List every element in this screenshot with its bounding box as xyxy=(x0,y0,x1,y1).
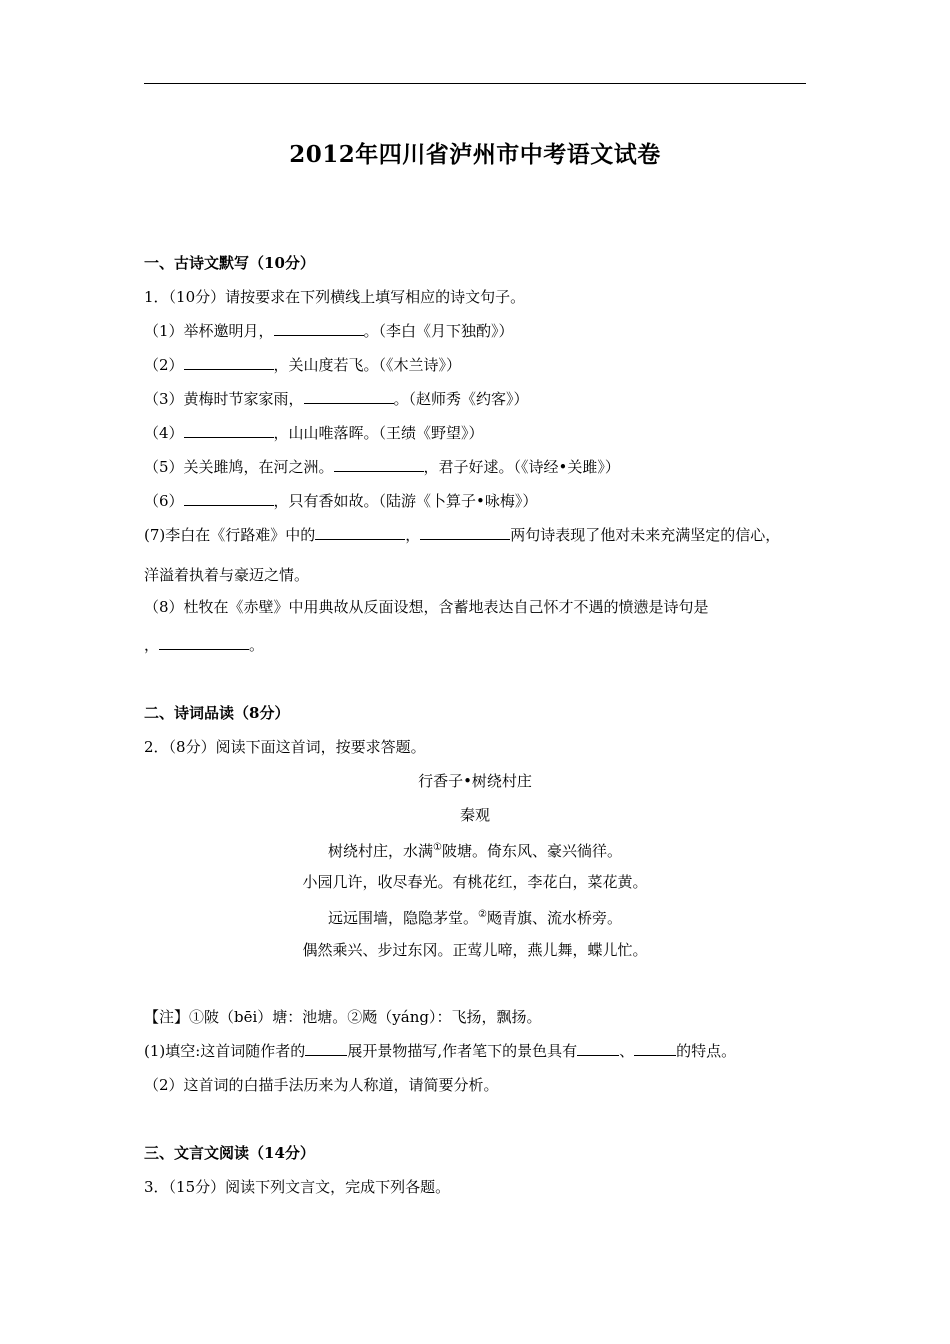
poem-line-1: 树绕村庄，水满①陂塘。倚东风、豪兴徜徉。 xyxy=(328,842,622,860)
header-rule xyxy=(144,83,806,84)
q2-sub-2: （2）这首词的白描手法历来为人称道，请简要分析。 xyxy=(144,1076,499,1094)
q2-sub-1: (1)填空:这首词随作者的 展开景物描写,作者笔下的景色具有 、 的特点。 xyxy=(144,1042,737,1060)
answer-blank[interactable] xyxy=(184,491,274,506)
section1-heading: 一、古诗文默写（10分） xyxy=(144,254,315,272)
q1-item-4: （4） ，山山唯落晖。（王绩《野望》） xyxy=(144,424,484,442)
q1-item-7: (7)李白在《行路难》中的 ， 两句诗表现了他对未来充满坚定的信心， xyxy=(144,526,781,544)
answer-blank[interactable] xyxy=(305,1041,347,1056)
section3-heading: 三、文言文阅读（14分） xyxy=(144,1144,315,1162)
answer-blank[interactable] xyxy=(274,321,364,336)
question-2: 2．（8分）阅读下面这首词，按要求答题。 xyxy=(144,738,426,756)
answer-blank[interactable] xyxy=(184,355,274,370)
answer-blank[interactable] xyxy=(577,1041,619,1056)
answer-blank[interactable] xyxy=(315,525,405,540)
answer-blank[interactable] xyxy=(634,1041,676,1056)
section2-heading: 二、诗词品读（8分） xyxy=(144,704,290,722)
q1-item-5: （5）关关雎鸠，在河之洲。 ，君子好逑。（《诗经•关雎》） xyxy=(144,458,620,476)
poem-line-3: 远远围墙，隐隐茅堂。②飏青旗、流水桥旁。 xyxy=(328,909,622,927)
q1-item-2: （2） ，关山度若飞。（《木兰诗》） xyxy=(144,356,462,374)
answer-blank[interactable] xyxy=(304,389,394,404)
poem-note: 【注】①陂（bēi）塘：池塘。②飏（yáng）：飞扬，飘扬。 xyxy=(144,1008,542,1026)
q1-item-1: （1）举杯邀明月， 。（李白《月下独酌》） xyxy=(144,322,514,340)
q1-item-7-cont: 洋溢着执着与豪迈之情。 xyxy=(144,566,310,584)
answer-blank[interactable] xyxy=(420,525,510,540)
q1-item-6: （6） ，只有香如故。（陆游《卜算子•咏梅》） xyxy=(144,492,538,510)
page-title: 2012年四川省泸州市中考语文试卷 xyxy=(289,141,661,168)
q1-item-3: （3）黄梅时节家家雨， 。（赵师秀《约客》） xyxy=(144,390,529,408)
question-3: 3．（15分）阅读下列文言文，完成下列各题。 xyxy=(144,1178,451,1196)
q1-item-8: （8）杜牧在《赤壁》中用典故从反面设想，含蓄地表达自己怀才不遇的愤懑是诗句是 xyxy=(144,598,709,616)
question-1: 1．（10分）请按要求在下列横线上填写相应的诗文句子。 xyxy=(144,288,526,306)
poem-author: 秦观 xyxy=(459,806,490,824)
poem-line-2: 小园几许，收尽春光。有桃花红，李花白，菜花黄。 xyxy=(302,873,648,891)
poem-line-4: 偶然乘兴、步过东冈。正莺儿啼，燕儿舞，蝶儿忙。 xyxy=(302,941,648,959)
answer-blank[interactable] xyxy=(334,457,424,472)
answer-blank[interactable] xyxy=(184,423,274,438)
answer-blank[interactable] xyxy=(159,635,249,650)
q1-item-8-cont: ， 。 xyxy=(144,636,265,654)
poem-title: 行香子•树绕村庄 xyxy=(418,772,532,790)
